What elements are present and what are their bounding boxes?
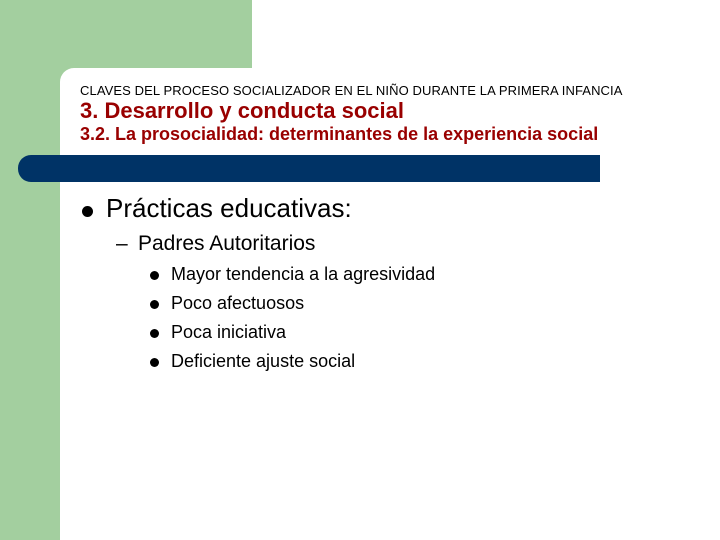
- list-item: [150, 351, 690, 380]
- bullet-level1-text: Prácticas educativas:: [106, 193, 352, 223]
- list-item-text: Poca iniciativa: [171, 322, 287, 342]
- bullet-dot-icon: [150, 271, 159, 280]
- bullet-level3-list: [150, 264, 690, 380]
- green-accent-side: [0, 160, 60, 540]
- list-item: [150, 264, 690, 293]
- list-item-text: Deficiente ajuste social: [171, 351, 356, 371]
- bullet-dot-icon: [150, 300, 159, 309]
- bullet-level2: [116, 232, 676, 260]
- list-item: [150, 293, 690, 322]
- bullet-dot-icon: [150, 358, 159, 367]
- dash-marker: –: [116, 232, 128, 255]
- slide-subtitle: 3.2. La prosocialidad: determinantes de la experiencia social: [80, 124, 599, 144]
- title-divider-bar: [18, 155, 600, 182]
- slide-header: CLAVES DEL PROCESO SOCIALIZADOR EN EL NIÑO DURANTE LA PRIMERA INFANCIA: [80, 83, 623, 98]
- bullet-dot-icon: [150, 329, 159, 338]
- list-item: [150, 322, 690, 351]
- bullet-level2-text: Padres Autoritarios: [138, 232, 316, 255]
- bullet-level1: [80, 193, 680, 227]
- slide-title: 3. Desarrollo y conducta social: [80, 98, 405, 123]
- list-item-text: Poco afectuosos: [171, 293, 305, 313]
- list-item-text: Mayor tendencia a la agresividad: [171, 264, 436, 284]
- bullet-dot-icon: [82, 206, 93, 217]
